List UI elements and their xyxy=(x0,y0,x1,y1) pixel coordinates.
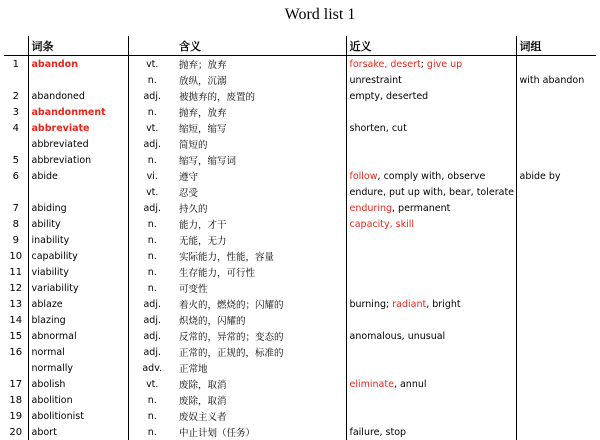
header-num xyxy=(4,36,28,56)
synonym-segment: eliminate xyxy=(349,378,394,390)
row-pos: adj. xyxy=(128,344,176,360)
row-number: 2 xyxy=(12,90,19,102)
row-word: abolitionist xyxy=(28,408,128,424)
row-phrase xyxy=(516,280,596,296)
row-meaning: 实际能力，性能，容量 xyxy=(179,252,275,263)
table-row xyxy=(4,376,596,392)
row-synonym xyxy=(346,168,516,184)
synonym-segment: burning; xyxy=(349,298,393,310)
row-pos: n. xyxy=(128,392,176,408)
row-synonym xyxy=(346,152,516,168)
table-row xyxy=(4,408,596,424)
row-phrase xyxy=(516,88,596,104)
row-word: blazing xyxy=(28,312,128,328)
row-word: abbreviate xyxy=(28,120,128,136)
row-number: 19 xyxy=(9,410,23,422)
row-phrase xyxy=(516,408,596,424)
row-meaning: 持久的 xyxy=(179,204,208,215)
row-word: abbreviated xyxy=(28,136,128,152)
table-row xyxy=(4,152,596,168)
table-row xyxy=(4,344,596,360)
row-word: variability xyxy=(28,280,128,296)
row-number: 6 xyxy=(12,170,19,182)
synonym-segment: capacity, skill xyxy=(349,218,415,230)
row-synonym xyxy=(346,88,516,104)
row-phrase xyxy=(516,376,596,392)
row-meaning: 废奴主义者 xyxy=(179,412,227,423)
row-phrase xyxy=(516,232,596,248)
synonym-segment: anomalous, unusual xyxy=(349,330,446,342)
row-word xyxy=(28,184,128,200)
row-meaning: 正常地 xyxy=(179,364,208,375)
row-word: ablaze xyxy=(28,296,128,312)
table-row xyxy=(4,200,596,216)
row-synonym xyxy=(346,200,516,216)
table-row xyxy=(4,184,596,200)
table-row xyxy=(4,88,596,104)
synonym-segment: follow xyxy=(349,170,378,182)
row-number: 12 xyxy=(9,282,23,294)
header-synonym: 近义 xyxy=(346,36,516,56)
row-meaning: 抛弃；放弃 xyxy=(179,60,227,71)
row-word: normally xyxy=(28,360,128,376)
row-pos: n. xyxy=(128,72,176,88)
row-meaning: 遵守 xyxy=(179,172,199,183)
synonym-segment: shorten, cut xyxy=(349,122,407,134)
row-pos: adj. xyxy=(128,88,176,104)
table-row xyxy=(4,280,596,296)
synonym-segment: , bright xyxy=(426,298,461,310)
row-phrase xyxy=(516,424,596,440)
row-number: 8 xyxy=(12,218,19,230)
synonym-segment: forsake, desert xyxy=(349,58,421,70)
row-pos: vi. xyxy=(128,168,176,184)
row-meaning: 炽烧的，闪耀的 xyxy=(179,316,246,327)
word-table xyxy=(4,36,596,440)
row-synonym xyxy=(346,312,516,328)
row-word: inability xyxy=(28,232,128,248)
synonym-segment: , permanent xyxy=(392,202,451,214)
row-pos: n. xyxy=(128,152,176,168)
header-meaning: 含义 xyxy=(176,36,346,56)
row-meaning: 反常的，异常的；变态的 xyxy=(179,332,284,343)
table-row xyxy=(4,424,596,440)
row-pos: adv. xyxy=(128,360,176,376)
synonym-segment: , annul xyxy=(393,378,427,390)
row-pos: n. xyxy=(128,280,176,296)
row-meaning: 被抛弃的，废置的 xyxy=(179,92,256,103)
table-row xyxy=(4,392,596,408)
row-meaning: 废除，取消 xyxy=(179,380,227,391)
row-number xyxy=(4,360,28,376)
table-row xyxy=(4,328,596,344)
row-pos: n. xyxy=(128,424,176,440)
table-row xyxy=(4,312,596,328)
row-number xyxy=(4,136,28,152)
row-synonym xyxy=(346,136,516,152)
row-number xyxy=(4,72,28,88)
table-row xyxy=(4,264,596,280)
row-meaning: 生存能力，可行性 xyxy=(179,268,256,279)
row-phrase xyxy=(516,248,596,264)
row-word: ability xyxy=(28,216,128,232)
row-pos: vt. xyxy=(128,120,176,136)
row-word: abolish xyxy=(28,376,128,392)
row-phrase xyxy=(516,104,596,120)
row-number: 15 xyxy=(9,330,23,342)
row-synonym xyxy=(346,72,516,88)
row-pos: n. xyxy=(128,408,176,424)
row-word: normal xyxy=(28,344,128,360)
table-row xyxy=(4,216,596,232)
table-row xyxy=(4,72,596,88)
row-meaning: 无能，无力 xyxy=(179,236,227,247)
synonym-segment: empty, deserted xyxy=(349,90,429,102)
row-meaning: 简短的 xyxy=(179,140,208,151)
row-phrase xyxy=(516,136,596,152)
row-pos: vt. xyxy=(128,56,176,73)
row-number: 16 xyxy=(9,346,23,358)
row-phrase xyxy=(516,152,596,168)
row-synonym xyxy=(346,264,516,280)
row-word: abandonment xyxy=(28,104,128,120)
row-synonym xyxy=(346,424,516,440)
row-phrase xyxy=(516,328,596,344)
row-number: 20 xyxy=(9,426,23,438)
row-pos: adj. xyxy=(128,200,176,216)
row-phrase xyxy=(516,312,596,328)
row-synonym xyxy=(346,360,516,376)
row-meaning: 缩短，缩写 xyxy=(179,124,227,135)
row-number: 4 xyxy=(12,122,19,134)
row-pos: n. xyxy=(128,248,176,264)
row-number: 3 xyxy=(12,106,19,118)
row-phrase xyxy=(516,56,596,73)
row-pos: adj. xyxy=(128,296,176,312)
row-meaning: 着火的，燃烧的；闪耀的 xyxy=(179,300,284,311)
row-pos: n. xyxy=(128,232,176,248)
synonym-segment: endure, put up with, bear, tolerate xyxy=(349,186,515,198)
row-synonym xyxy=(346,216,516,232)
row-word: capability xyxy=(28,248,128,264)
row-number: 14 xyxy=(9,314,23,326)
row-synonym xyxy=(346,280,516,296)
row-pos: adj. xyxy=(128,312,176,328)
row-meaning: 正常的，正规的，标准的 xyxy=(179,348,284,359)
row-phrase xyxy=(516,216,596,232)
row-phrase xyxy=(516,200,596,216)
table-row xyxy=(4,232,596,248)
row-word: abort xyxy=(28,424,128,440)
row-phrase xyxy=(516,344,596,360)
synonym-segment: , comply with, observe xyxy=(377,170,486,182)
row-pos: adj. xyxy=(128,328,176,344)
row-synonym xyxy=(346,328,516,344)
row-meaning: 缩写，缩写词 xyxy=(179,156,237,167)
table-row xyxy=(4,296,596,312)
row-pos: n. xyxy=(128,216,176,232)
row-synonym xyxy=(346,104,516,120)
row-word: abide xyxy=(28,168,128,184)
synonym-segment: unrestraint xyxy=(349,74,402,86)
row-number: 13 xyxy=(9,298,23,310)
header-word: 词条 xyxy=(28,36,128,56)
synonym-segment: give up xyxy=(426,58,463,70)
row-meaning: 可变性 xyxy=(179,284,208,295)
row-number: 10 xyxy=(9,250,23,262)
row-word xyxy=(28,72,128,88)
row-phrase: with abandon xyxy=(516,72,596,88)
row-number: 1 xyxy=(12,58,19,70)
row-phrase xyxy=(516,392,596,408)
row-meaning: 抛弃，放弃 xyxy=(179,108,227,119)
row-word: abandoned xyxy=(28,88,128,104)
header-phrase: 词组 xyxy=(516,36,596,56)
row-number: 5 xyxy=(12,154,19,166)
row-phrase: abide by xyxy=(516,168,596,184)
synonym-segment: radiant xyxy=(392,298,427,310)
row-number: 18 xyxy=(9,394,23,406)
row-meaning: 放纵，沉溺 xyxy=(179,76,227,87)
row-meaning: 忍受 xyxy=(179,188,199,199)
row-phrase xyxy=(516,264,596,280)
table-row xyxy=(4,136,596,152)
row-word: abolition xyxy=(28,392,128,408)
row-synonym xyxy=(346,232,516,248)
row-meaning: 中止计划（任务） xyxy=(179,428,256,439)
row-meaning: 废除，取消 xyxy=(179,396,227,407)
table-row xyxy=(4,56,596,73)
row-synonym xyxy=(346,296,516,312)
synonym-segment: enduring xyxy=(349,202,393,214)
row-meaning: 能力，才干 xyxy=(179,220,227,231)
row-pos: n. xyxy=(128,264,176,280)
row-word: abbreviation xyxy=(28,152,128,168)
header-row xyxy=(4,36,596,56)
row-pos: adj. xyxy=(128,136,176,152)
row-synonym xyxy=(346,184,516,200)
row-synonym xyxy=(346,408,516,424)
row-phrase xyxy=(516,296,596,312)
table-row xyxy=(4,104,596,120)
row-word: abiding xyxy=(28,200,128,216)
row-word: viability xyxy=(28,264,128,280)
row-word: abandon xyxy=(28,56,128,73)
synonym-segment: failure, stop xyxy=(349,426,407,438)
row-synonym xyxy=(346,344,516,360)
page-title: Word list 1 xyxy=(284,6,356,23)
row-number: 11 xyxy=(9,266,23,278)
row-synonym xyxy=(346,120,516,136)
row-word: abnormal xyxy=(28,328,128,344)
row-synonym xyxy=(346,56,516,73)
row-number: 17 xyxy=(9,378,23,390)
header-pos xyxy=(128,36,176,56)
row-synonym xyxy=(346,392,516,408)
row-pos: n. xyxy=(128,104,176,120)
row-pos: vt. xyxy=(128,376,176,392)
row-number xyxy=(4,184,28,200)
row-phrase xyxy=(516,360,596,376)
table-row xyxy=(4,120,596,136)
row-synonym xyxy=(346,248,516,264)
row-phrase xyxy=(516,184,596,200)
row-phrase xyxy=(516,120,596,136)
row-number: 7 xyxy=(12,202,19,214)
table-row xyxy=(4,168,596,184)
row-number: 9 xyxy=(12,234,19,246)
row-synonym xyxy=(346,376,516,392)
table-row xyxy=(4,248,596,264)
synonym-segment: ; xyxy=(420,58,427,70)
row-pos: vt. xyxy=(128,184,176,200)
table-row xyxy=(4,360,596,376)
